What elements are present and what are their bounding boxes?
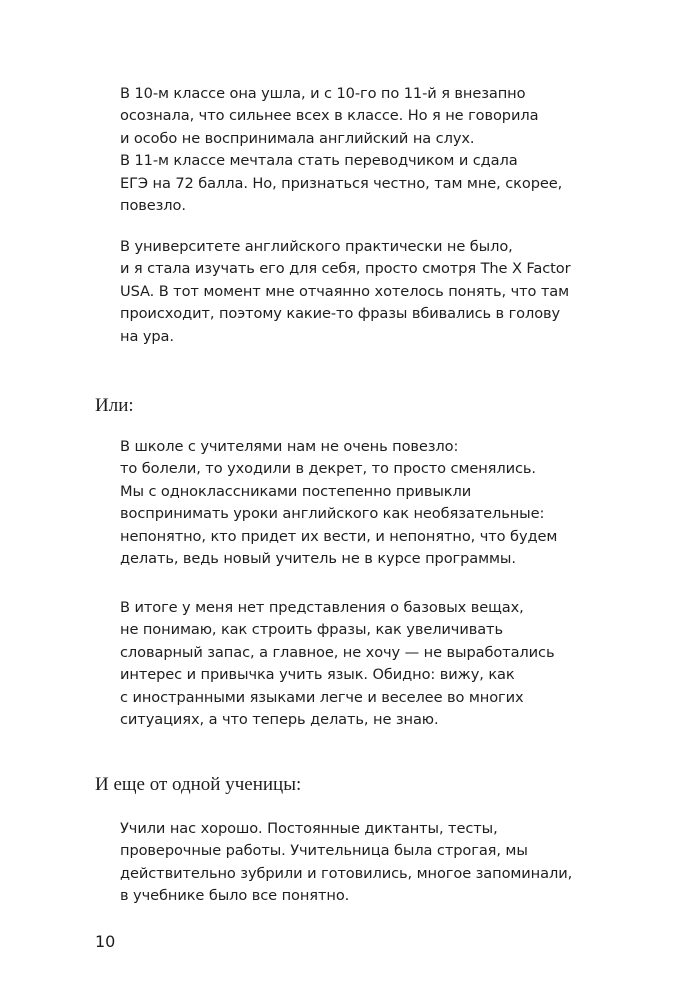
text-line: В итоге у меня нет представления о базовых вещах,: [120, 599, 524, 616]
text-line: повезло.: [120, 196, 186, 214]
quote-1-paragraph-1: [120, 83, 580, 217]
text-line: и особо не воспринимала английский на слух.: [120, 129, 475, 147]
quote-2-paragraph-2: [120, 597, 580, 731]
text-line: словарный запас, а главное, не хочу — не выработались: [120, 643, 555, 661]
text-line: действительно зубрили и готовились, многое запоминали,: [120, 864, 573, 882]
text-line: воспринимать уроки английского как необязательные:: [120, 505, 545, 523]
text-line: на ура.: [120, 327, 174, 345]
section-heading-ili: Или:: [95, 395, 134, 416]
text-line: Мы с одноклассниками постепенно привыкли: [120, 482, 472, 500]
text-line: проверочные работы. Учительница была строгая, мы: [120, 842, 528, 860]
quote-3-paragraph-1: [120, 818, 580, 908]
text-line: непонятно, кто придет их вести, и непонятно, что будем: [120, 527, 558, 545]
text-line: USA. В тот момент мне отчаянно хотелось понять, что там: [120, 282, 570, 300]
text-line: ситуациях, а что теперь делать, не знаю.: [120, 710, 439, 728]
text-line: В 11-м классе мечтала стать переводчиком и сдала: [120, 152, 518, 170]
quote-2-paragraph-1: [120, 436, 580, 570]
text-line: осознала, что сильнее всех в классе. Но я не говорила: [120, 107, 539, 125]
text-line: с иностранными языками легче и веселее во многих: [120, 688, 524, 706]
text-line: не понимаю, как строить фразы, как увеличивать: [120, 621, 503, 639]
page-number: 10: [95, 932, 116, 951]
text-line: интерес и привычка учить язык. Обидно: вижу, как: [120, 666, 515, 684]
section-heading-another-student: И еще от одной ученицы:: [95, 774, 302, 795]
text-line: В университете английского практически не было,: [120, 238, 513, 255]
text-line: ЕГЭ на 72 балла. Но, признаться честно, там мне, скорее,: [120, 174, 563, 192]
text-line: то болели, то уходили в декрет, то просто сменялись.: [120, 460, 536, 478]
text-line: В 10-м классе она ушла, и с 10-го по 11-й я внезапно: [120, 85, 526, 102]
text-line: и я стала изучать его для себя, просто смотря The X Factor: [120, 260, 571, 278]
text-line: В школе с учителями нам не очень повезло:: [120, 438, 459, 455]
text-line: делать, ведь новый учитель не в курсе программы.: [120, 549, 516, 567]
text-line: Учили нас хорошо. Постоянные диктанты, тесты,: [120, 820, 498, 837]
text-line: происходит, поэтому какие-то фразы вбивались в голову: [120, 305, 561, 323]
text-line: в учебнике было все понятно.: [120, 887, 350, 905]
quote-1-paragraph-2: [120, 236, 580, 348]
